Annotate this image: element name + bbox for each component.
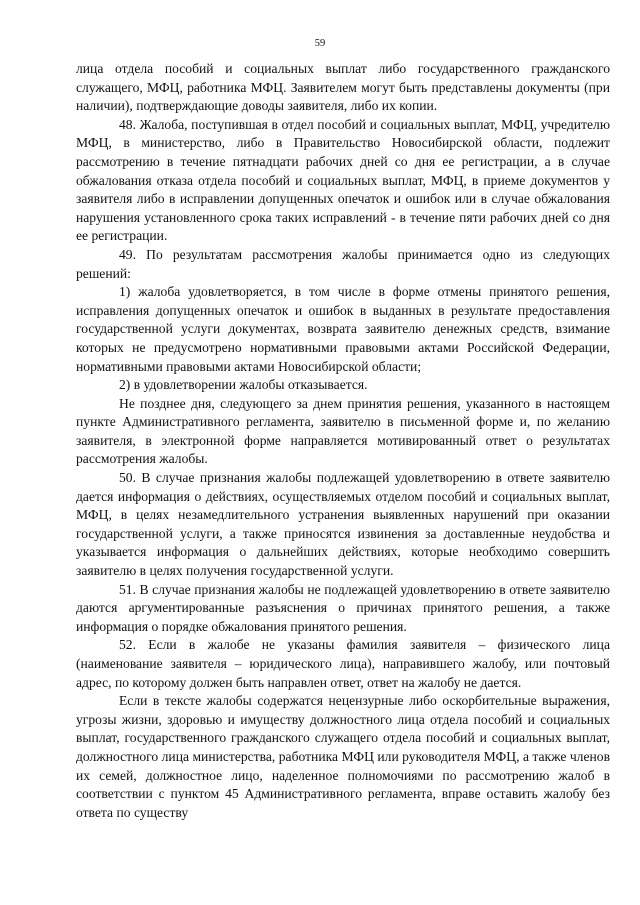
body-text: [76, 60, 610, 822]
paragraph-response-deadline: Не позднее дня, следующего за днем принятия решения, указанного в настоящем пункте Административного регламента, заявителю в письменной форме и, по желанию заявителя, в электронной форме направляется мотивированный ответ о результатах рассмотрения жалобы.: [76, 395, 610, 467]
paragraph-subitem-2: 2) в удовлетворении жалобы отказывается.: [119, 377, 368, 393]
paragraph-offensive-content: Если в тексте жалобы содержатся нецензурные либо оскорбительные выражения, угрозы жизни, здоровью и имуществу должностного лица отдела пособий и социальных выплат, государственного гражданского служащего отдела пособий и социальных выплат, должностного лица министерства, работника МФЦ или руководителя МФЦ, а также членов их семей, должностное лицо, наделенное полномочиями по рассмотрению жалоб в соответствии с пунктом 45 Административного регламента, вправе оставить жалобу без ответа по существу: [76, 693, 610, 820]
paragraph-subitem-1: 1) жалоба удовлетворяется, в том числе в форме отмены принятого решения, исправления допущенных опечаток и ошибок в выданных в результате предоставления государственной услуги документах, возврата заявителю денежных средств, взимание которых не предусмотрено нормативными правовыми актами Российской Федерации, нормативными правовыми актами Новосибирской области;: [76, 284, 610, 374]
paragraph-continuation: лица отдела пособий и социальных выплат либо государственного гражданского служащего, МФЦ, работника МФЦ. Заявителем могут быть представлены документы (при наличии), подтверждающие доводы заявителя, либо их копии.: [76, 61, 610, 114]
paragraph-item-51: 51. В случае признания жалобы не подлежащей удовлетворению в ответе заявителю даются аргументированные разъяснения о причинах принятого решения, а также информация о порядке обжалования принятого решения.: [76, 581, 610, 634]
paragraph-item-48: 48. Жалоба, поступившая в отдел пособий и социальных выплат, МФЦ, учредителю МФЦ, в министерство, либо в Правительство Новосибирской области, подлежит рассмотрению в течение пятнадцати рабочих дней со дня ее регистрации, а в случае обжалования отказа отдела пособий и социальных выплат, МФЦ, в приеме документов у заявителя либо в исправлении допущенных опечаток и ошибок или в случае обжалования нарушения установленного срока таких исправлений - в течение пяти рабочих дней со дня ее регистрации.: [76, 116, 610, 244]
page-number: 59: [314, 38, 326, 49]
paragraph-item-49: 49. По результатам рассмотрения жалобы принимается одно из следующих решений:: [76, 246, 610, 281]
paragraph-item-50: 50. В случае признания жалобы подлежащей удовлетворению в ответе заявителю дается информация о действиях, осуществляемых отделом пособий и социальных выплат, МФЦ, в целях незамедлительного устранения выявленных нарушений при оказании государственной услуги, а также приносятся извинения за доставленные неудобства и указывается информация о дальнейших действиях, которые необходимо совершить заявителю в целях получения государственной услуги.: [76, 470, 610, 579]
paragraph-item-52: 52. Если в жалобе не указаны фамилия заявителя – физического лица (наименование заявителя – юридического лица), направившего жалобу, или почтовый адрес, по которому должен быть направлен ответ, ответ на жалобу не дается.: [76, 637, 610, 690]
